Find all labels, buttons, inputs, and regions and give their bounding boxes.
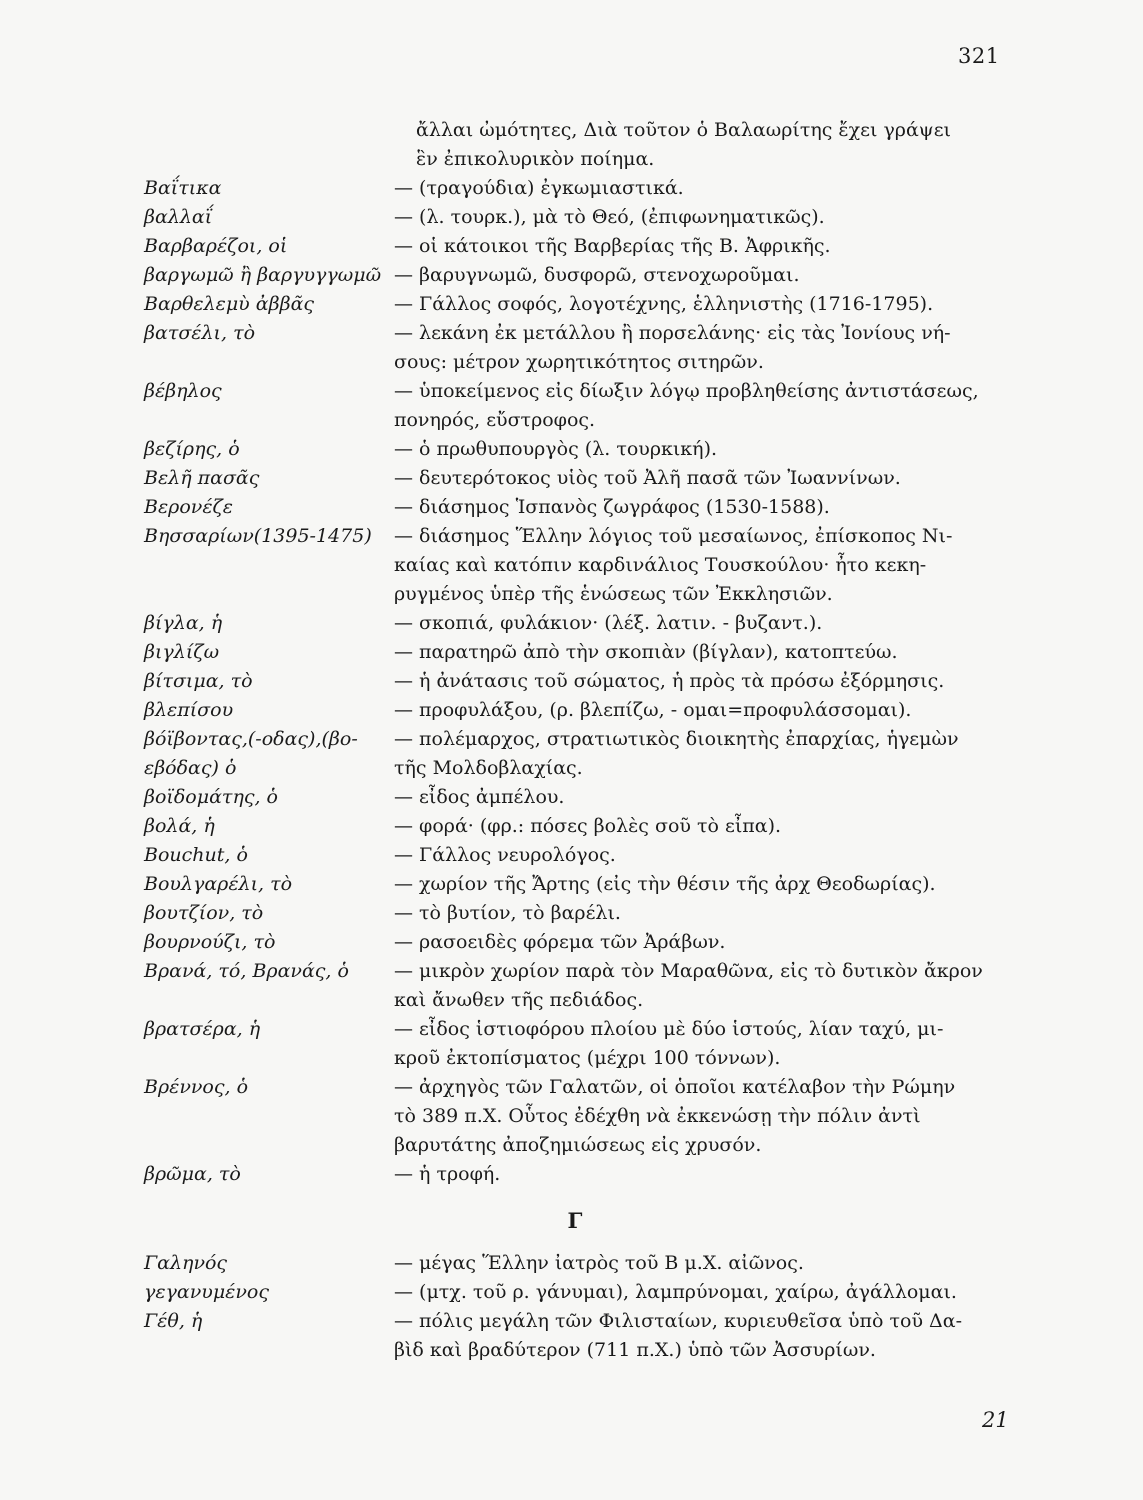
entry-term: Γέθ, ἡ [144, 1310, 203, 1332]
dictionary-entry [0, 1278, 1143, 1307]
dictionary-entry [0, 1160, 1143, 1189]
dictionary-entry [0, 290, 1143, 319]
dictionary-entries [0, 174, 1143, 1365]
entry-term: γεγανυμένος [144, 1281, 270, 1303]
entry-term: βολά, ἡ [144, 815, 215, 837]
dictionary-entry [0, 1307, 1143, 1365]
dictionary-entry [0, 1249, 1143, 1278]
entry-definition: — προφυλάξου, (ρ. βλεπίζω, - ομαι=προφυλάσσομαι). [394, 699, 912, 721]
entries-b [0, 174, 1143, 1189]
page-number-top: 321 [958, 44, 1000, 68]
entry-definition: — ρασοειδὲς φόρεμα τῶν Ἀράβων. [394, 931, 726, 953]
dictionary-entry [0, 203, 1143, 232]
entry-definition: — (λ. τουρκ.), μὰ τὸ Θεό, (ἐπιφωνηματικῶς). [394, 206, 825, 228]
dictionary-entry [0, 725, 1143, 783]
entry-term: βαλλαΐ [144, 206, 213, 228]
dictionary-entry [0, 493, 1143, 522]
entry-term: Γαληνός [144, 1252, 228, 1274]
dictionary-entry [0, 638, 1143, 667]
entry-definition: — δευτερότοκος υἱὸς τοῦ Ἀλῆ πασᾶ τῶν Ἰωαννίνων. [394, 467, 901, 489]
entry-term: βέβηλος [144, 380, 222, 402]
entry-term: Βερονέζε [144, 496, 234, 518]
entry-definition: — χωρίον τῆς Ἄρτης (εἰς τὴν θέσιν τῆς ἀρχ Θεοδωρίας). [394, 873, 936, 895]
entry-definition: — ἡ ἀνάτασις τοῦ σώματος, ἡ πρὸς τὰ πρόσω ἐξόρμησις. [394, 670, 945, 692]
dictionary-entry [0, 174, 1143, 203]
entry-definition: — ὑποκείμενος εἰς δίωξιν λόγῳ προβληθείσης ἀντιστάσεως, πονηρός, εὔστροφος. [394, 380, 979, 431]
entry-term: βαργωμῶ ἢ βαργυγγωμῶ [144, 264, 382, 286]
entry-term: Βουλγαρέλι, τὸ [144, 873, 293, 895]
entry-term: Βαΐτικα [144, 177, 222, 199]
dictionary-entry [0, 319, 1143, 377]
page-number-bottom: 21 [982, 1408, 1009, 1432]
entry-term: Βαρβαρέζοι, οἱ [144, 235, 288, 257]
entry-definition: — ὁ πρωθυπουργὸς (λ. τουρκική). [394, 438, 718, 460]
dictionary-entry [0, 1015, 1143, 1073]
dictionary-entry [0, 435, 1143, 464]
entry-term: βρῶμα, τὸ [144, 1163, 241, 1185]
dictionary-entry [0, 870, 1143, 899]
dictionary-entry [0, 464, 1143, 493]
entry-definition: — εἶδος ἀμπέλου. [394, 786, 565, 808]
entry-term: βοϊδομάτης, ὁ [144, 786, 278, 808]
entry-definition: — βαρυγνωμῶ, δυσφορῶ, στενοχωροῦμαι. [394, 264, 800, 286]
intro-continuation: ἄλλαι ὠμότητες, Διὰ τοῦτον ὁ Βαλαωρίτης ἔχει γράψει ἓν ἐπικολυρικὸν ποίημα. [416, 119, 951, 170]
dictionary-entry [0, 812, 1143, 841]
section-heading: Γ [567, 1208, 583, 1233]
dictionary-entry [0, 377, 1143, 435]
entry-term: βιγλίζω [144, 641, 220, 663]
entry-definition: — διάσημος Ἕλλην λόγιος τοῦ μεσαίωνος, ἐπίσκοπος Νι- καίας καὶ κατόπιν καρδινάλιος Τουσκούλου· ἦτο κεκη- ρυγμένος ὑπὲρ τῆς ἑνώσεως τῶν Ἐκκλησιῶν. [394, 525, 953, 605]
entry-term: Bouchut, ὁ [144, 844, 248, 866]
entry-term: βίγλα, ἡ [144, 612, 223, 634]
dictionary-entry [0, 522, 1143, 609]
dictionary-entry [0, 232, 1143, 261]
entry-definition: — παρατηρῶ ἀπὸ τὴν σκοπιὰν (βίγλαν), κατοπτεύω. [394, 641, 898, 663]
entry-definition: — φορά· (φρ.: πόσες βολὲς σοῦ τὸ εἶπα). [394, 815, 782, 837]
entry-term: βεζίρης, ὁ [144, 438, 240, 460]
entry-definition: — εἶδος ἱστιοφόρου πλοίου μὲ δύο ἱστούς, λίαν ταχύ, μι- κροῦ ἐκτοπίσματος (μέχρι 100 τόννων). [394, 1018, 944, 1069]
entry-definition: — Γάλλος σοφός, λογοτέχνης, ἑλληνιστὴς (1716-1795). [394, 293, 934, 315]
entry-definition: — πόλις μεγάλη τῶν Φιλισταίων, κυριευθεῖσα ὑπὸ τοῦ Δα- βὶδ καὶ βραδύτερον (711 π.Χ.) ὑπὸ τῶν Ἀσσυρίων. [394, 1310, 963, 1361]
entry-term: βουτζίον, τὸ [144, 902, 264, 924]
entries-g [0, 1249, 1143, 1365]
dictionary-entry [0, 261, 1143, 290]
entry-definition: — (μτχ. τοῦ ρ. γάνυμαι), λαμπρύνομαι, χαίρω, ἀγάλλομαι. [394, 1281, 957, 1303]
entry-definition: — λεκάνη ἐκ μετάλλου ἢ πορσελάνης· εἰς τὰς Ἰονίους νή- σους: μέτρον χωρητικότητος σιτηρῶν. [394, 322, 951, 373]
entry-definition: — διάσημος Ἱσπανὸς ζωγράφος (1530-1588). [394, 496, 830, 518]
entry-term: Βαρθελεμὺ ἀββᾶς [144, 293, 315, 315]
entry-term: βίτσιμα, τὸ [144, 670, 253, 692]
entry-term: Βρέννος, ὁ [144, 1076, 249, 1098]
dictionary-entry [0, 957, 1143, 1015]
dictionary-entry [0, 928, 1143, 957]
entry-term: βουρνούζι, τὸ [144, 931, 276, 953]
entry-definition: — σκοπιά, φυλάκιον· (λέξ. λατιν. - βυζαντ.). [394, 612, 823, 634]
dictionary-entry [0, 696, 1143, 725]
entry-term: βόϊβοντας,(-οδας),(βο- εβόδας) ὁ [144, 728, 358, 779]
entry-definition: — τὸ βυτίον, τὸ βαρέλι. [394, 902, 621, 924]
entry-term: Βελῆ πασᾶς [144, 467, 260, 489]
dictionary-entry [0, 841, 1143, 870]
dictionary-entry [0, 1073, 1143, 1160]
entry-term: Βησσαρίων(1395-1475) [144, 525, 372, 547]
entry-term: βατσέλι, τὸ [144, 322, 256, 344]
entry-term: Βρανά, τό, Βρανάς, ὁ [144, 960, 349, 982]
entry-definition: — (τραγούδια) ἐγκωμιαστικά. [394, 177, 684, 199]
entry-definition: — οἱ κάτοικοι τῆς Βαρβερίας τῆς Β. Ἀφρικῆς. [394, 235, 831, 257]
dictionary-entry [0, 609, 1143, 638]
dictionary-entry [0, 899, 1143, 928]
entry-definition: — μέγας Ἕλλην ἰατρὸς τοῦ Β μ.Χ. αἰῶνος. [394, 1252, 804, 1274]
entry-definition: — ἡ τροφή. [394, 1163, 501, 1185]
entry-definition: — Γάλλος νευρολόγος. [394, 844, 616, 866]
dictionary-entry [0, 783, 1143, 812]
entry-definition: — ἀρχηγὸς τῶν Γαλατῶν, οἱ ὁποῖοι κατέλαβον τὴν Ρώμην τὸ 389 π.Χ. Οὗτος ἐδέχθη νὰ ἐκκενώσῃ τὴν πόλιν ἀντὶ βαρυτάτης ἀποζημιώσεως εἰς χρυσόν. [394, 1076, 956, 1156]
entry-term: βρατσέρα, ἡ [144, 1018, 261, 1040]
entry-definition: — πολέμαρχος, στρατιωτικὸς διοικητὴς ἐπαρχίας, ἡγεμὼν τῆς Μολδοβλαχίας. [394, 728, 959, 779]
entry-term: βλεπίσου [144, 699, 234, 721]
entry-definition: — μικρὸν χωρίον παρὰ τὸν Μαραθῶνα, εἰς τὸ δυτικὸν ἄκρον καὶ ἄνωθεν τῆς πεδιάδος. [394, 960, 983, 1011]
dictionary-entry [0, 667, 1143, 696]
